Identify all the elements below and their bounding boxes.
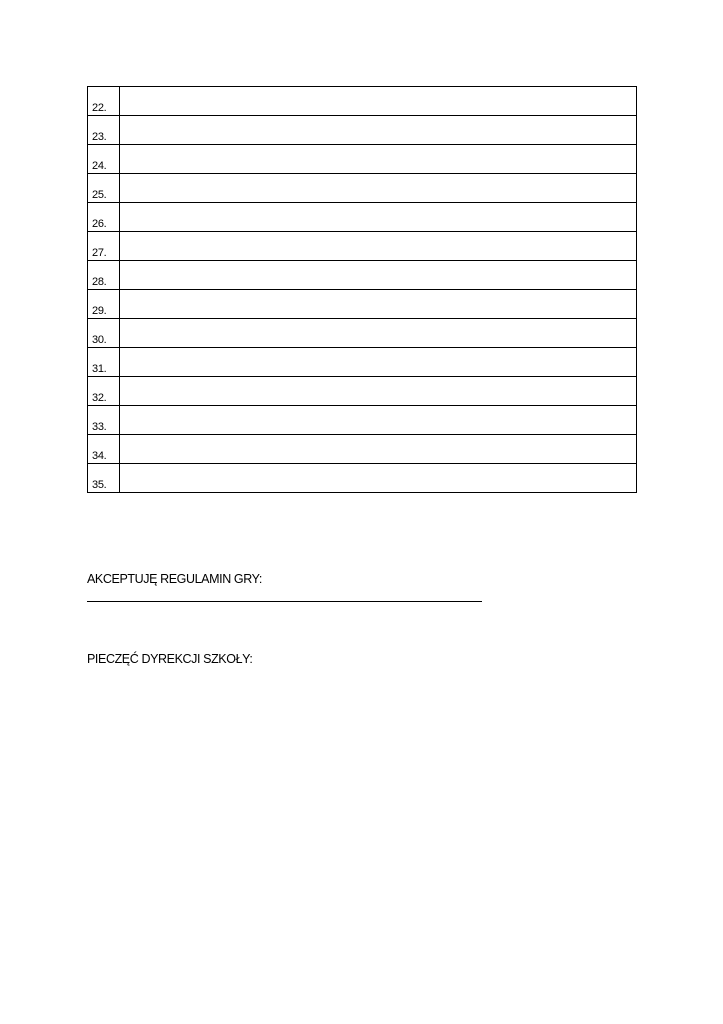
table-row [88,232,637,261]
row-number: 25. [88,174,120,203]
row-number: 28. [88,261,120,290]
row-number: 32. [88,377,120,406]
name-entry-cell[interactable] [120,290,637,319]
row-number: 31. [88,348,120,377]
name-entry-cell[interactable] [120,174,637,203]
table-row [88,377,637,406]
row-number: 34. [88,435,120,464]
name-entry-cell[interactable] [120,377,637,406]
row-number: 30. [88,319,120,348]
table-row [88,87,637,116]
name-entry-cell[interactable] [120,116,637,145]
player-roster-table [87,86,637,493]
table-row [88,319,637,348]
table-row [88,261,637,290]
row-number: 23. [88,116,120,145]
signature-line[interactable] [87,601,482,602]
table-row [88,464,637,493]
row-number: 27. [88,232,120,261]
name-entry-cell[interactable] [120,87,637,116]
table-row [88,348,637,377]
name-entry-cell[interactable] [120,232,637,261]
table-row [88,174,637,203]
table-row [88,290,637,319]
table-row [88,406,637,435]
table-row [88,145,637,174]
accept-rules-label: AKCEPTUJĘ REGULAMIN GRY: [87,572,262,586]
row-number: 35. [88,464,120,493]
row-number: 29. [88,290,120,319]
name-entry-cell[interactable] [120,203,637,232]
table-row [88,116,637,145]
name-entry-cell[interactable] [120,435,637,464]
name-entry-cell[interactable] [120,406,637,435]
row-number: 26. [88,203,120,232]
roster-table-body [88,87,637,493]
name-entry-cell[interactable] [120,348,637,377]
school-stamp-label: PIECZĘĆ DYREKCJI SZKOŁY: [87,652,253,666]
row-number: 24. [88,145,120,174]
name-entry-cell[interactable] [120,319,637,348]
name-entry-cell[interactable] [120,464,637,493]
name-entry-cell[interactable] [120,145,637,174]
table-row [88,435,637,464]
name-entry-cell[interactable] [120,261,637,290]
table-row [88,203,637,232]
row-number: 22. [88,87,120,116]
row-number: 33. [88,406,120,435]
